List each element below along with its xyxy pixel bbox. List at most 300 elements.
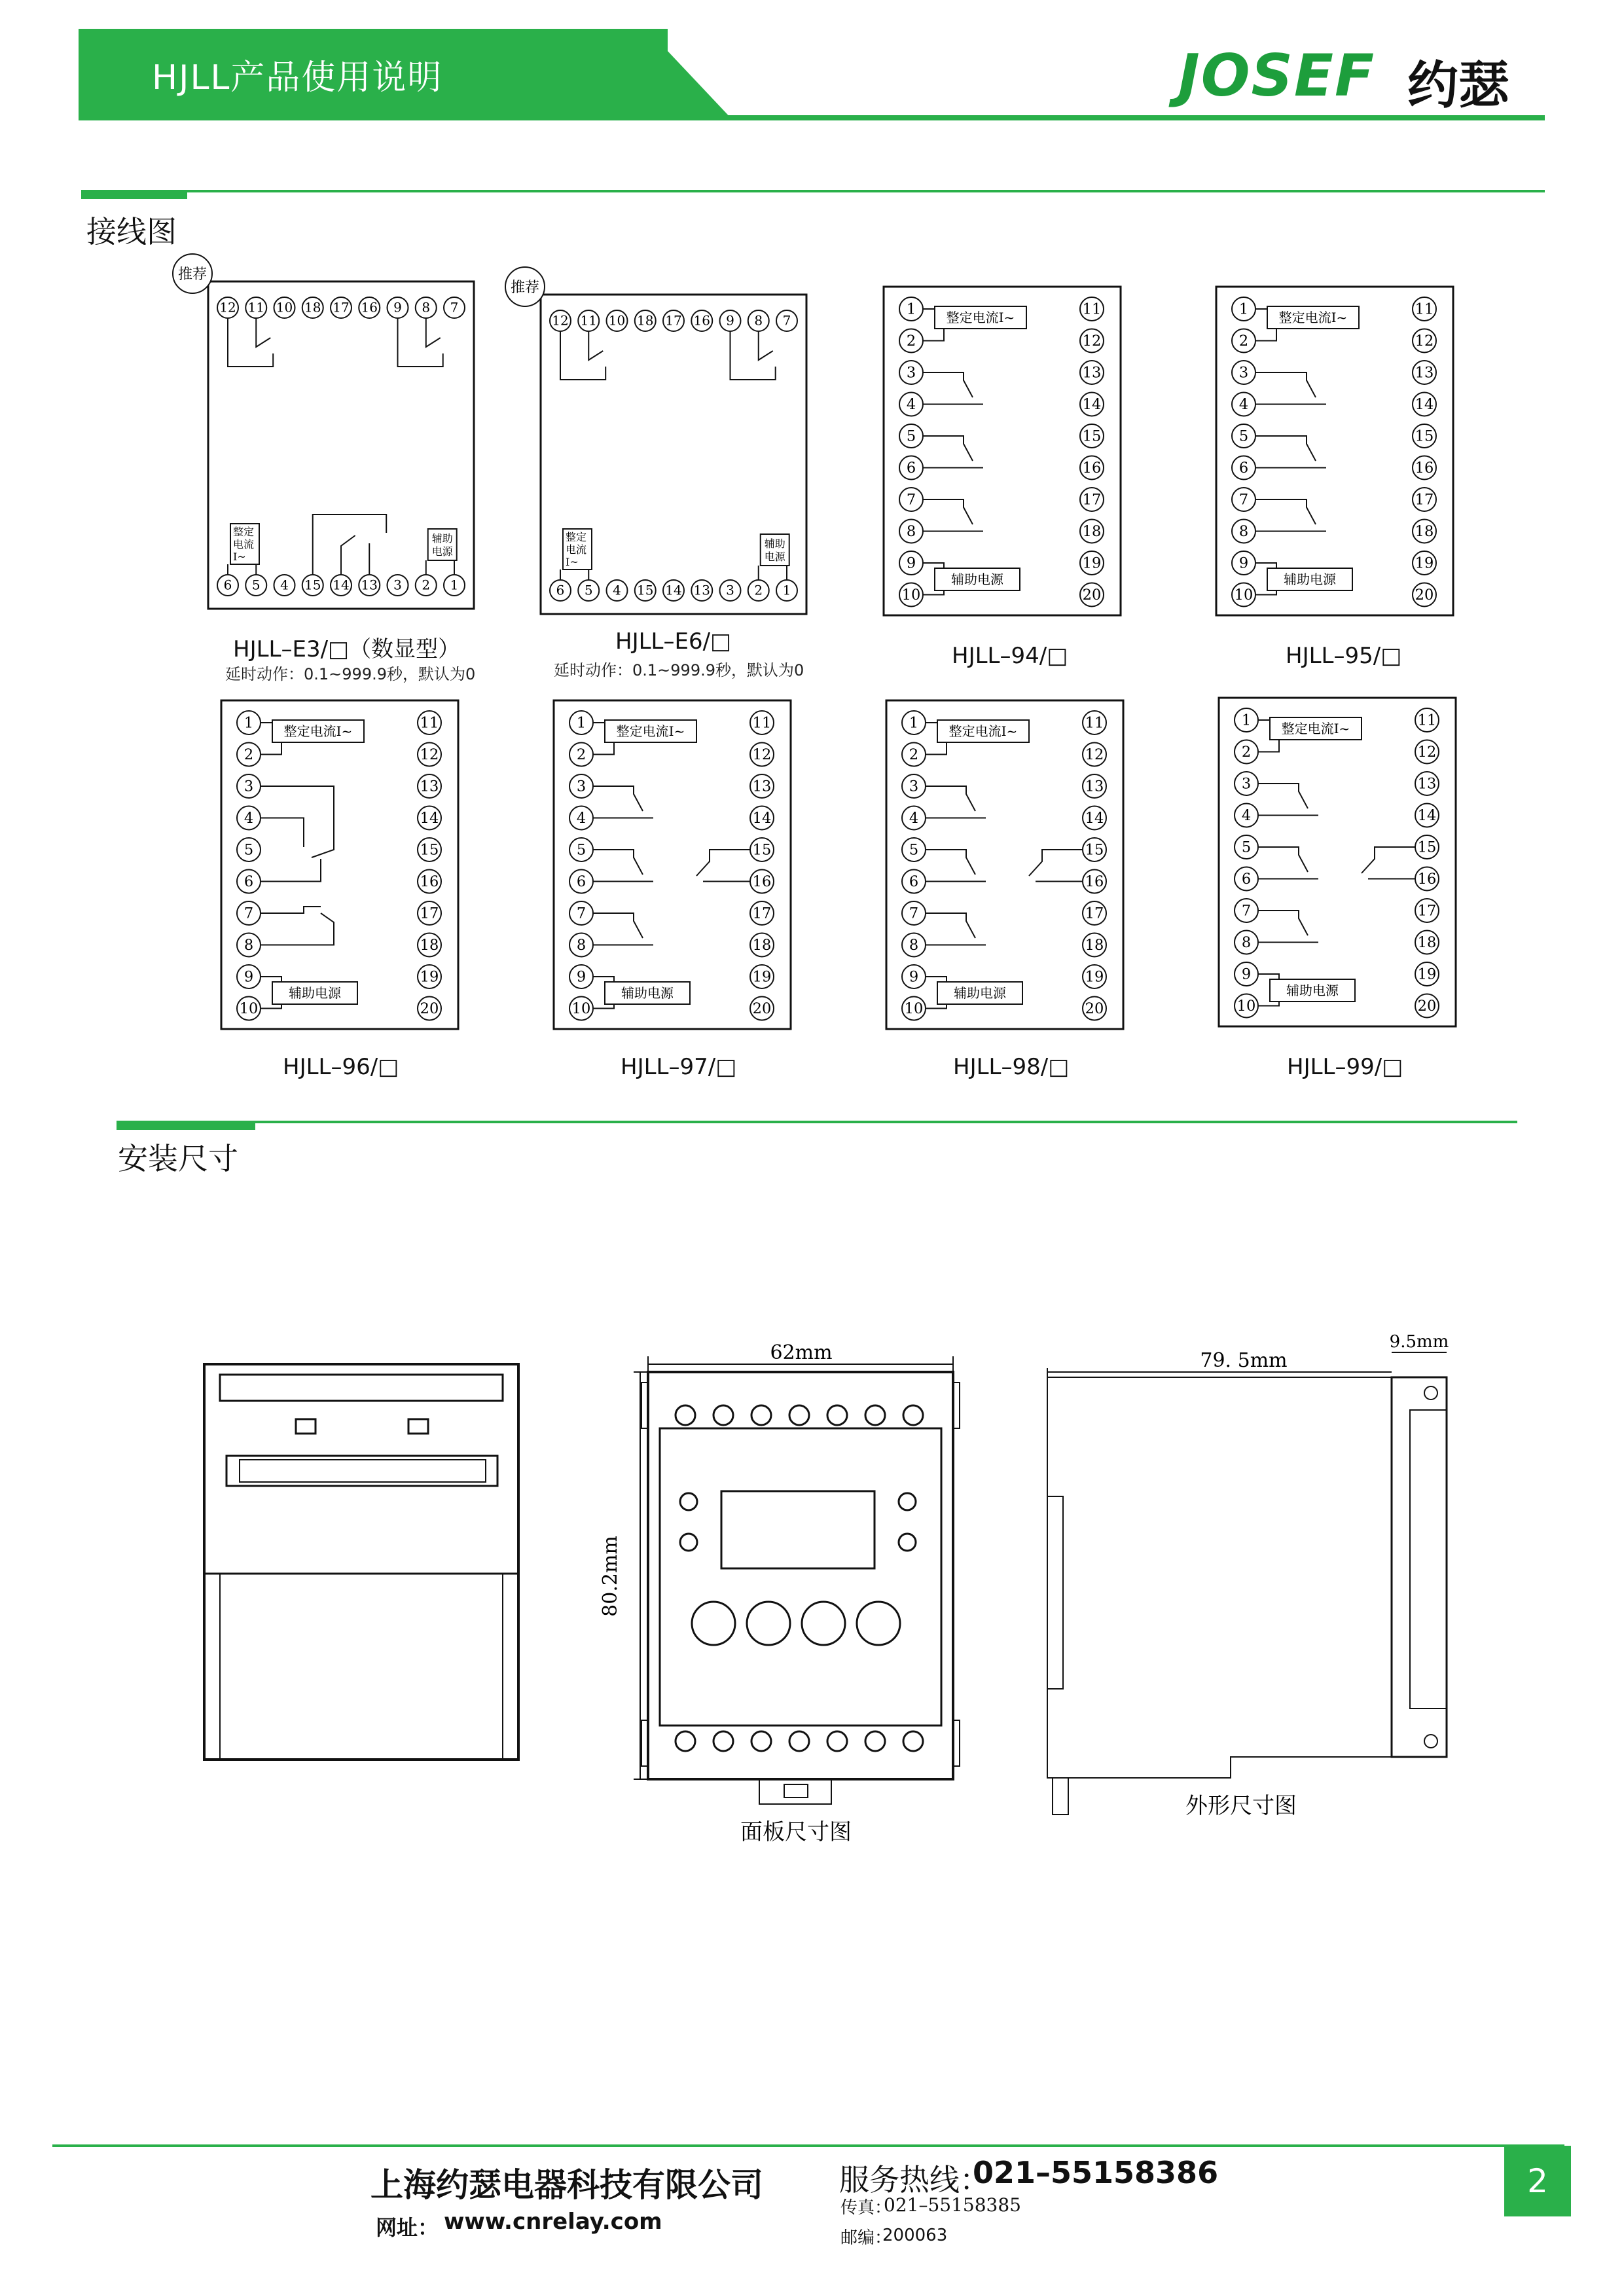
aux-label-m99-text: 辅助电源 bbox=[1286, 983, 1339, 999]
terminal-label-20: 20 bbox=[1415, 587, 1434, 604]
terminal-label-8: 8 bbox=[754, 312, 763, 329]
terminal-label-18: 18 bbox=[1082, 523, 1102, 541]
top-contact-right-e6 bbox=[731, 331, 776, 380]
header-rule bbox=[79, 115, 1545, 120]
contact-m99-2-nc bbox=[1258, 911, 1308, 935]
terminal-label-1: 1 bbox=[909, 714, 919, 732]
panel-top-screw-6 bbox=[903, 1405, 923, 1425]
top-contact-right-e3 bbox=[398, 318, 443, 367]
delay-note-e6: 延时动作：0.1~999.9秒，默认为0 bbox=[554, 661, 804, 679]
terminal-label-18: 18 bbox=[1085, 937, 1104, 954]
setting-text-e3-1: 电流 bbox=[233, 538, 255, 551]
contact-m97-right-nc bbox=[696, 850, 750, 876]
top-contact-right-blade-e6 bbox=[759, 331, 773, 360]
outline-caption: 外形尺寸图 bbox=[1185, 1793, 1297, 1819]
diagram-m99 bbox=[1219, 698, 1456, 1026]
diagram-m94 bbox=[884, 287, 1121, 615]
terminal-label-10: 10 bbox=[608, 312, 626, 329]
terminal-label-4: 4 bbox=[244, 810, 254, 827]
terminal-label-8: 8 bbox=[909, 937, 919, 954]
setting-text-e6-0: 整定 bbox=[566, 531, 587, 543]
terminal-label-18: 18 bbox=[752, 937, 772, 954]
terminal-label-17: 17 bbox=[333, 299, 350, 316]
fax-label: 传真： bbox=[840, 2198, 892, 2218]
terminal-label-16: 16 bbox=[1415, 460, 1434, 477]
terminal-label-14: 14 bbox=[665, 582, 682, 598]
panel-bottom-screw-3 bbox=[789, 1731, 809, 1751]
terminal-label-17: 17 bbox=[1085, 905, 1104, 922]
setting-label-m96-text: 整定电流I~ bbox=[283, 723, 353, 740]
terminal-label-11: 11 bbox=[247, 299, 264, 316]
terminal-label-7: 7 bbox=[906, 491, 916, 509]
cover-outline bbox=[204, 1364, 518, 1760]
terminal-label-4: 4 bbox=[906, 396, 916, 414]
terminal-label-18: 18 bbox=[1415, 523, 1434, 541]
side-foot bbox=[1053, 1778, 1068, 1815]
panel-top-screw-5 bbox=[865, 1405, 885, 1425]
header-title: HJLL产品使用说明 bbox=[152, 58, 443, 98]
terminal-label-3: 3 bbox=[1238, 364, 1249, 382]
contact-m99-0-nc bbox=[1258, 784, 1308, 808]
terminal-label-12: 12 bbox=[420, 746, 439, 764]
terminal-label-16: 16 bbox=[693, 312, 710, 329]
brand-logo: JOSEF bbox=[1178, 42, 1376, 109]
caption-95: HJLL–95/□ bbox=[1286, 643, 1402, 669]
terminal-label-13: 13 bbox=[1085, 778, 1104, 795]
terminal-label-11: 11 bbox=[1082, 300, 1102, 318]
dim-height-label: 80.2mm bbox=[599, 1536, 622, 1617]
terminal-label-4: 4 bbox=[280, 577, 289, 593]
terminal-label-13: 13 bbox=[420, 778, 439, 795]
terminal-label-18: 18 bbox=[1417, 934, 1437, 952]
terminal-label-11: 11 bbox=[420, 714, 439, 732]
bottom-contact-e3 bbox=[313, 515, 386, 575]
caption-99: HJLL–99/□ bbox=[1287, 1054, 1403, 1080]
terminal-label-12: 12 bbox=[1085, 746, 1104, 764]
terminal-label-14: 14 bbox=[1085, 810, 1104, 827]
terminal-label-6: 6 bbox=[1241, 871, 1252, 888]
contact-m96-delay-1 bbox=[261, 786, 334, 858]
terminal-label-8: 8 bbox=[906, 523, 916, 541]
terminal-label-7: 7 bbox=[576, 905, 586, 922]
contact-m98-2-nc bbox=[926, 913, 975, 938]
terminal-label-2: 2 bbox=[754, 582, 763, 598]
terminal-label-20: 20 bbox=[1082, 587, 1102, 604]
terminal-label-14: 14 bbox=[1417, 807, 1437, 825]
setting-label-m98-text: 整定电流I~ bbox=[948, 723, 1018, 740]
terminal-label-9: 9 bbox=[1241, 966, 1252, 983]
caption-e6: HJLL–E6/□ bbox=[615, 628, 732, 655]
panel-bottom-screw-1 bbox=[713, 1731, 733, 1751]
panel-top-screw-3 bbox=[789, 1405, 809, 1425]
wiring-section-title: 接线图 bbox=[86, 214, 177, 249]
website-link[interactable]: www.cnrelay.com bbox=[444, 2209, 662, 2235]
terminal-label-3: 3 bbox=[393, 577, 402, 593]
caption-e3: HJLL–E3/□（数显型） bbox=[233, 636, 461, 662]
terminal-label-17: 17 bbox=[752, 905, 772, 922]
terminal-label-7: 7 bbox=[782, 312, 791, 329]
terminal-label-5: 5 bbox=[906, 427, 916, 445]
terminal-label-20: 20 bbox=[1417, 998, 1437, 1015]
panel-view bbox=[599, 1341, 960, 1845]
terminal-label-8: 8 bbox=[244, 937, 254, 954]
terminal-label-5: 5 bbox=[244, 841, 254, 859]
terminal-label-10: 10 bbox=[239, 1000, 259, 1018]
terminal-label-6: 6 bbox=[909, 873, 919, 891]
panel-din-clip bbox=[759, 1779, 831, 1804]
dimension-drawings bbox=[0, 1309, 1624, 1872]
company-name: 上海约瑟电器科技有限公司 bbox=[370, 2166, 763, 2204]
panel-top-screw-4 bbox=[827, 1405, 847, 1425]
terminal-label-20: 20 bbox=[752, 1000, 772, 1018]
terminal-label-20: 20 bbox=[1085, 1000, 1104, 1018]
cover-latch-right bbox=[408, 1419, 428, 1434]
terminal-label-7: 7 bbox=[1241, 902, 1252, 920]
terminal-label-9: 9 bbox=[393, 299, 402, 316]
terminal-label-5: 5 bbox=[909, 841, 919, 859]
side-hole-bottom bbox=[1424, 1735, 1437, 1748]
terminal-label-12: 12 bbox=[219, 299, 236, 316]
terminal-label-1: 1 bbox=[244, 714, 254, 732]
contact-m96-delay-1c bbox=[261, 859, 321, 882]
terminal-label-17: 17 bbox=[1417, 902, 1437, 920]
terminal-label-15: 15 bbox=[1082, 427, 1102, 445]
terminal-label-12: 12 bbox=[1415, 333, 1434, 350]
side-hole-top bbox=[1424, 1386, 1437, 1400]
diagram-m96 bbox=[221, 700, 458, 1029]
terminal-label-2: 2 bbox=[1241, 744, 1252, 761]
terminal-label-12: 12 bbox=[1417, 744, 1437, 761]
terminal-label-8: 8 bbox=[1241, 934, 1252, 952]
contact-m96-delay-2 bbox=[261, 907, 321, 913]
panel-button-2 bbox=[802, 1602, 845, 1645]
terminal-label-2: 2 bbox=[422, 577, 431, 593]
terminal-label-8: 8 bbox=[422, 299, 431, 316]
brand-logo-cn: 约瑟 bbox=[1407, 56, 1510, 115]
terminal-label-14: 14 bbox=[420, 810, 439, 827]
terminal-label-10: 10 bbox=[1234, 587, 1254, 604]
panel-indicator-2 bbox=[899, 1493, 916, 1510]
panel-button-3 bbox=[857, 1602, 900, 1645]
terminal-label-1: 1 bbox=[450, 577, 459, 593]
terminal-label-14: 14 bbox=[1082, 396, 1102, 414]
zip-code: 200063 bbox=[882, 2226, 948, 2245]
terminal-label-7: 7 bbox=[450, 299, 459, 316]
contact-m94-0-nc bbox=[923, 372, 973, 397]
side-outline bbox=[1047, 1377, 1447, 1778]
terminal-label-6: 6 bbox=[556, 582, 565, 598]
contact-m94-2-nc bbox=[923, 499, 973, 524]
page-number: 2 bbox=[1504, 2146, 1571, 2216]
dim-rail-label: 9.5mm bbox=[1389, 1332, 1449, 1352]
contact-m97-0-nc bbox=[593, 786, 643, 811]
terminal-label-10: 10 bbox=[571, 1000, 591, 1018]
terminal-label-4: 4 bbox=[576, 810, 586, 827]
terminal-label-11: 11 bbox=[1085, 714, 1104, 732]
terminal-label-11: 11 bbox=[580, 312, 597, 329]
panel-bottom-screw-2 bbox=[751, 1731, 771, 1751]
aux-text-e3-0: 辅助 bbox=[431, 532, 453, 545]
terminal-label-16: 16 bbox=[361, 299, 378, 316]
website-label: 网址： bbox=[376, 2215, 439, 2240]
terminal-label-4: 4 bbox=[909, 810, 919, 827]
contact-m97-1-nc bbox=[593, 850, 643, 875]
top-contact-left-blade-e6 bbox=[588, 331, 603, 360]
footer-rule bbox=[52, 2144, 1564, 2147]
terminal-label-1: 1 bbox=[782, 582, 791, 598]
panel-bottom-screw-0 bbox=[676, 1731, 695, 1751]
top-contact-left-blade-e3 bbox=[256, 318, 270, 347]
terminal-label-16: 16 bbox=[1417, 871, 1437, 888]
terminal-label-16: 16 bbox=[752, 873, 772, 891]
terminal-label-15: 15 bbox=[637, 582, 654, 598]
contact-m99-right-nc bbox=[1362, 847, 1415, 873]
setting-label-m95-text: 整定电流I~ bbox=[1278, 310, 1348, 326]
panel-bottom-screw-5 bbox=[865, 1731, 885, 1751]
panel-button-0 bbox=[692, 1602, 735, 1645]
terminal-label-13: 13 bbox=[361, 577, 378, 593]
panel-caption: 面板尺寸图 bbox=[740, 1819, 852, 1845]
terminal-label-15: 15 bbox=[304, 577, 321, 593]
terminal-label-10: 10 bbox=[901, 587, 921, 604]
setting-label-m99-text: 整定电流I~ bbox=[1281, 721, 1350, 737]
fax-number: 021–55158385 bbox=[884, 2194, 1021, 2216]
terminal-label-10: 10 bbox=[276, 299, 293, 316]
terminal-label-18: 18 bbox=[637, 312, 654, 329]
terminal-label-17: 17 bbox=[420, 905, 439, 922]
terminal-label-9: 9 bbox=[909, 968, 919, 986]
terminal-label-20: 20 bbox=[420, 1000, 439, 1018]
terminal-label-12: 12 bbox=[552, 312, 569, 329]
terminal-label-6: 6 bbox=[223, 577, 232, 593]
panel-din-clip-slot bbox=[784, 1784, 808, 1798]
terminal-label-8: 8 bbox=[1238, 523, 1249, 541]
terminal-label-9: 9 bbox=[726, 312, 734, 329]
terminal-label-3: 3 bbox=[244, 778, 254, 795]
recommend-text-e3: 推荐 bbox=[177, 266, 208, 283]
terminal-label-15: 15 bbox=[1415, 427, 1434, 445]
terminal-label-9: 9 bbox=[576, 968, 586, 986]
terminal-label-14: 14 bbox=[333, 577, 350, 593]
terminal-label-11: 11 bbox=[1415, 300, 1434, 318]
terminal-label-13: 13 bbox=[1417, 775, 1437, 793]
top-contact-right-blade-e3 bbox=[426, 318, 441, 347]
panel-display bbox=[721, 1491, 875, 1568]
panel-indicator-3 bbox=[899, 1534, 916, 1551]
terminal-label-2: 2 bbox=[906, 333, 916, 350]
terminal-label-5: 5 bbox=[1238, 427, 1249, 445]
terminal-label-15: 15 bbox=[420, 841, 439, 859]
terminal-label-3: 3 bbox=[576, 778, 586, 795]
setting-text-e3-2: I~ bbox=[233, 551, 246, 563]
panel-outline bbox=[648, 1372, 953, 1779]
terminal-label-15: 15 bbox=[1085, 841, 1104, 859]
aux-label-m96-text: 辅助电源 bbox=[289, 985, 341, 1002]
terminal-label-18: 18 bbox=[420, 937, 439, 954]
contact-m95-2-nc bbox=[1255, 499, 1316, 524]
terminal-label-6: 6 bbox=[244, 873, 254, 891]
terminal-label-13: 13 bbox=[752, 778, 772, 795]
terminal-label-13: 13 bbox=[1082, 364, 1102, 382]
terminal-label-16: 16 bbox=[420, 873, 439, 891]
terminal-label-14: 14 bbox=[752, 810, 772, 827]
contact-m96-delay-2b bbox=[261, 913, 334, 945]
diagram-e3 bbox=[173, 254, 474, 609]
terminal-label-1: 1 bbox=[1238, 300, 1249, 318]
hotline-number: 021–55158386 bbox=[973, 2155, 1219, 2190]
terminal-label-12: 12 bbox=[1082, 333, 1102, 350]
panel-bottom-screw-6 bbox=[903, 1731, 923, 1751]
aux-label-m95-text: 辅助电源 bbox=[1284, 571, 1336, 588]
dim-width-label: 62mm bbox=[770, 1341, 833, 1364]
diagram-m95 bbox=[1216, 287, 1453, 615]
terminal-label-15: 15 bbox=[1417, 839, 1437, 856]
cover-latch-left bbox=[296, 1419, 316, 1434]
side-view bbox=[1047, 1332, 1449, 1819]
terminal-label-19: 19 bbox=[1085, 968, 1104, 986]
contact-m98-0-nc bbox=[926, 786, 975, 811]
terminal-label-19: 19 bbox=[1415, 554, 1434, 572]
side-notch bbox=[1047, 1496, 1063, 1689]
terminal-label-19: 19 bbox=[1417, 966, 1437, 983]
terminal-label-14: 14 bbox=[1415, 396, 1434, 414]
panel-inner bbox=[660, 1428, 941, 1726]
panel-top-screw-1 bbox=[713, 1405, 733, 1425]
hotline-label: 服务热线： bbox=[839, 2162, 990, 2197]
terminal-label-13: 13 bbox=[1415, 364, 1434, 382]
zip-label: 邮编： bbox=[840, 2228, 892, 2248]
terminal-label-2: 2 bbox=[909, 746, 919, 764]
terminal-label-5: 5 bbox=[251, 577, 261, 593]
bottom-contact-blade-e3 bbox=[341, 535, 355, 575]
terminal-label-7: 7 bbox=[1238, 491, 1249, 509]
terminal-label-5: 5 bbox=[1241, 839, 1252, 856]
aux-label-m98-text: 辅助电源 bbox=[954, 985, 1006, 1002]
dimensions-section-marker bbox=[117, 1121, 255, 1130]
cover-window-inner bbox=[240, 1460, 486, 1482]
panel-indicator-0 bbox=[680, 1493, 697, 1510]
terminal-label-3: 3 bbox=[1241, 775, 1252, 793]
diagram-m98 bbox=[886, 700, 1123, 1029]
terminal-label-10: 10 bbox=[904, 1000, 924, 1018]
setting-text-e6-2: I~ bbox=[566, 556, 579, 568]
terminal-label-13: 13 bbox=[693, 582, 710, 598]
diagram-e6 bbox=[505, 267, 806, 614]
setting-label-m97-text: 整定电流I~ bbox=[616, 723, 685, 740]
caption-94: HJLL–94/□ bbox=[952, 643, 1068, 669]
terminal-label-4: 4 bbox=[1241, 807, 1252, 825]
terminal-label-19: 19 bbox=[752, 968, 772, 986]
setting-label-m94-text: 整定电流I~ bbox=[946, 310, 1015, 326]
contact-m98-1-nc bbox=[926, 850, 975, 875]
terminal-label-19: 19 bbox=[1082, 554, 1102, 572]
terminal-label-9: 9 bbox=[244, 968, 254, 986]
setting-text-e6-1: 电流 bbox=[566, 543, 587, 556]
top-contact-left-e3 bbox=[228, 318, 273, 367]
side-rail-block bbox=[1392, 1377, 1447, 1757]
terminal-label-6: 6 bbox=[576, 873, 586, 891]
terminal-label-6: 6 bbox=[906, 460, 916, 477]
aux-text-e3-1: 电源 bbox=[431, 545, 453, 558]
caption-96: HJLL–96/□ bbox=[283, 1054, 399, 1080]
terminal-label-5: 5 bbox=[576, 841, 586, 859]
terminal-label-17: 17 bbox=[665, 312, 682, 329]
terminal-label-3: 3 bbox=[909, 778, 919, 795]
terminal-label-4: 4 bbox=[613, 582, 621, 598]
caption-97: HJLL–97/□ bbox=[621, 1054, 737, 1080]
cover-top-slot bbox=[220, 1375, 503, 1401]
aux-label-m94-text: 辅助电源 bbox=[951, 571, 1003, 588]
aux-text-e6-1: 电源 bbox=[764, 551, 785, 563]
panel-bottom-screw-4 bbox=[827, 1731, 847, 1751]
contact-m99-1-nc bbox=[1258, 847, 1308, 872]
terminal-label-6: 6 bbox=[1238, 460, 1249, 477]
terminal-label-16: 16 bbox=[1082, 460, 1102, 477]
contact-m98-right-nc bbox=[1029, 850, 1083, 876]
terminal-label-17: 17 bbox=[1415, 491, 1434, 509]
terminal-label-12: 12 bbox=[752, 746, 772, 764]
contact-m97-2-nc bbox=[593, 913, 643, 938]
dim-depth-label: 79. 5mm bbox=[1200, 1349, 1288, 1372]
terminal-label-7: 7 bbox=[909, 905, 919, 922]
terminal-label-3: 3 bbox=[906, 364, 916, 382]
terminal-label-3: 3 bbox=[726, 582, 734, 598]
dimensions-section-title: 安装尺寸 bbox=[118, 1141, 238, 1176]
recommend-text-e6: 推荐 bbox=[510, 280, 540, 296]
terminal-label-18: 18 bbox=[304, 299, 321, 316]
panel-top-screw-0 bbox=[676, 1405, 695, 1425]
contact-m95-1-nc bbox=[1255, 436, 1316, 461]
top-contact-left-e6 bbox=[560, 331, 605, 380]
cover-view bbox=[204, 1364, 518, 1760]
dimensions-section-rule bbox=[117, 1121, 1517, 1123]
terminal-label-16: 16 bbox=[1085, 873, 1104, 891]
terminal-label-7: 7 bbox=[244, 905, 254, 922]
terminal-label-2: 2 bbox=[576, 746, 586, 764]
panel-indicator-1 bbox=[680, 1534, 697, 1551]
side-rail-inner bbox=[1410, 1410, 1447, 1708]
panel-button-1 bbox=[747, 1602, 790, 1645]
contact-m96-delay-1b bbox=[261, 818, 304, 848]
terminal-label-19: 19 bbox=[420, 968, 439, 986]
diagram-m97 bbox=[554, 700, 791, 1029]
terminal-label-1: 1 bbox=[1241, 712, 1252, 729]
terminal-label-1: 1 bbox=[906, 300, 916, 318]
terminal-label-15: 15 bbox=[752, 841, 772, 859]
terminal-label-9: 9 bbox=[906, 554, 916, 572]
wiring-section-marker bbox=[81, 190, 187, 199]
terminal-label-5: 5 bbox=[584, 582, 593, 598]
aux-text-e6-0: 辅助 bbox=[764, 537, 785, 550]
terminal-label-11: 11 bbox=[1417, 712, 1437, 729]
terminal-label-17: 17 bbox=[1082, 491, 1102, 509]
caption-98: HJLL–98/□ bbox=[953, 1054, 1070, 1080]
terminal-label-1: 1 bbox=[576, 714, 586, 732]
terminal-label-10: 10 bbox=[1236, 998, 1256, 1015]
aux-label-m97-text: 辅助电源 bbox=[621, 985, 674, 1002]
wiring-section-rule bbox=[81, 190, 1545, 192]
terminal-label-8: 8 bbox=[576, 937, 586, 954]
setting-text-e3-0: 整定 bbox=[233, 526, 255, 538]
terminal-label-4: 4 bbox=[1238, 396, 1249, 414]
terminal-label-2: 2 bbox=[244, 746, 254, 764]
terminal-label-11: 11 bbox=[752, 714, 772, 732]
contact-m94-1-nc bbox=[923, 436, 973, 461]
panel-top-screw-2 bbox=[751, 1405, 771, 1425]
terminal-label-2: 2 bbox=[1238, 333, 1249, 350]
delay-note-e3: 延时动作：0.1~999.9秒，默认为0 bbox=[225, 665, 476, 683]
contact-m95-0-nc bbox=[1255, 372, 1316, 397]
